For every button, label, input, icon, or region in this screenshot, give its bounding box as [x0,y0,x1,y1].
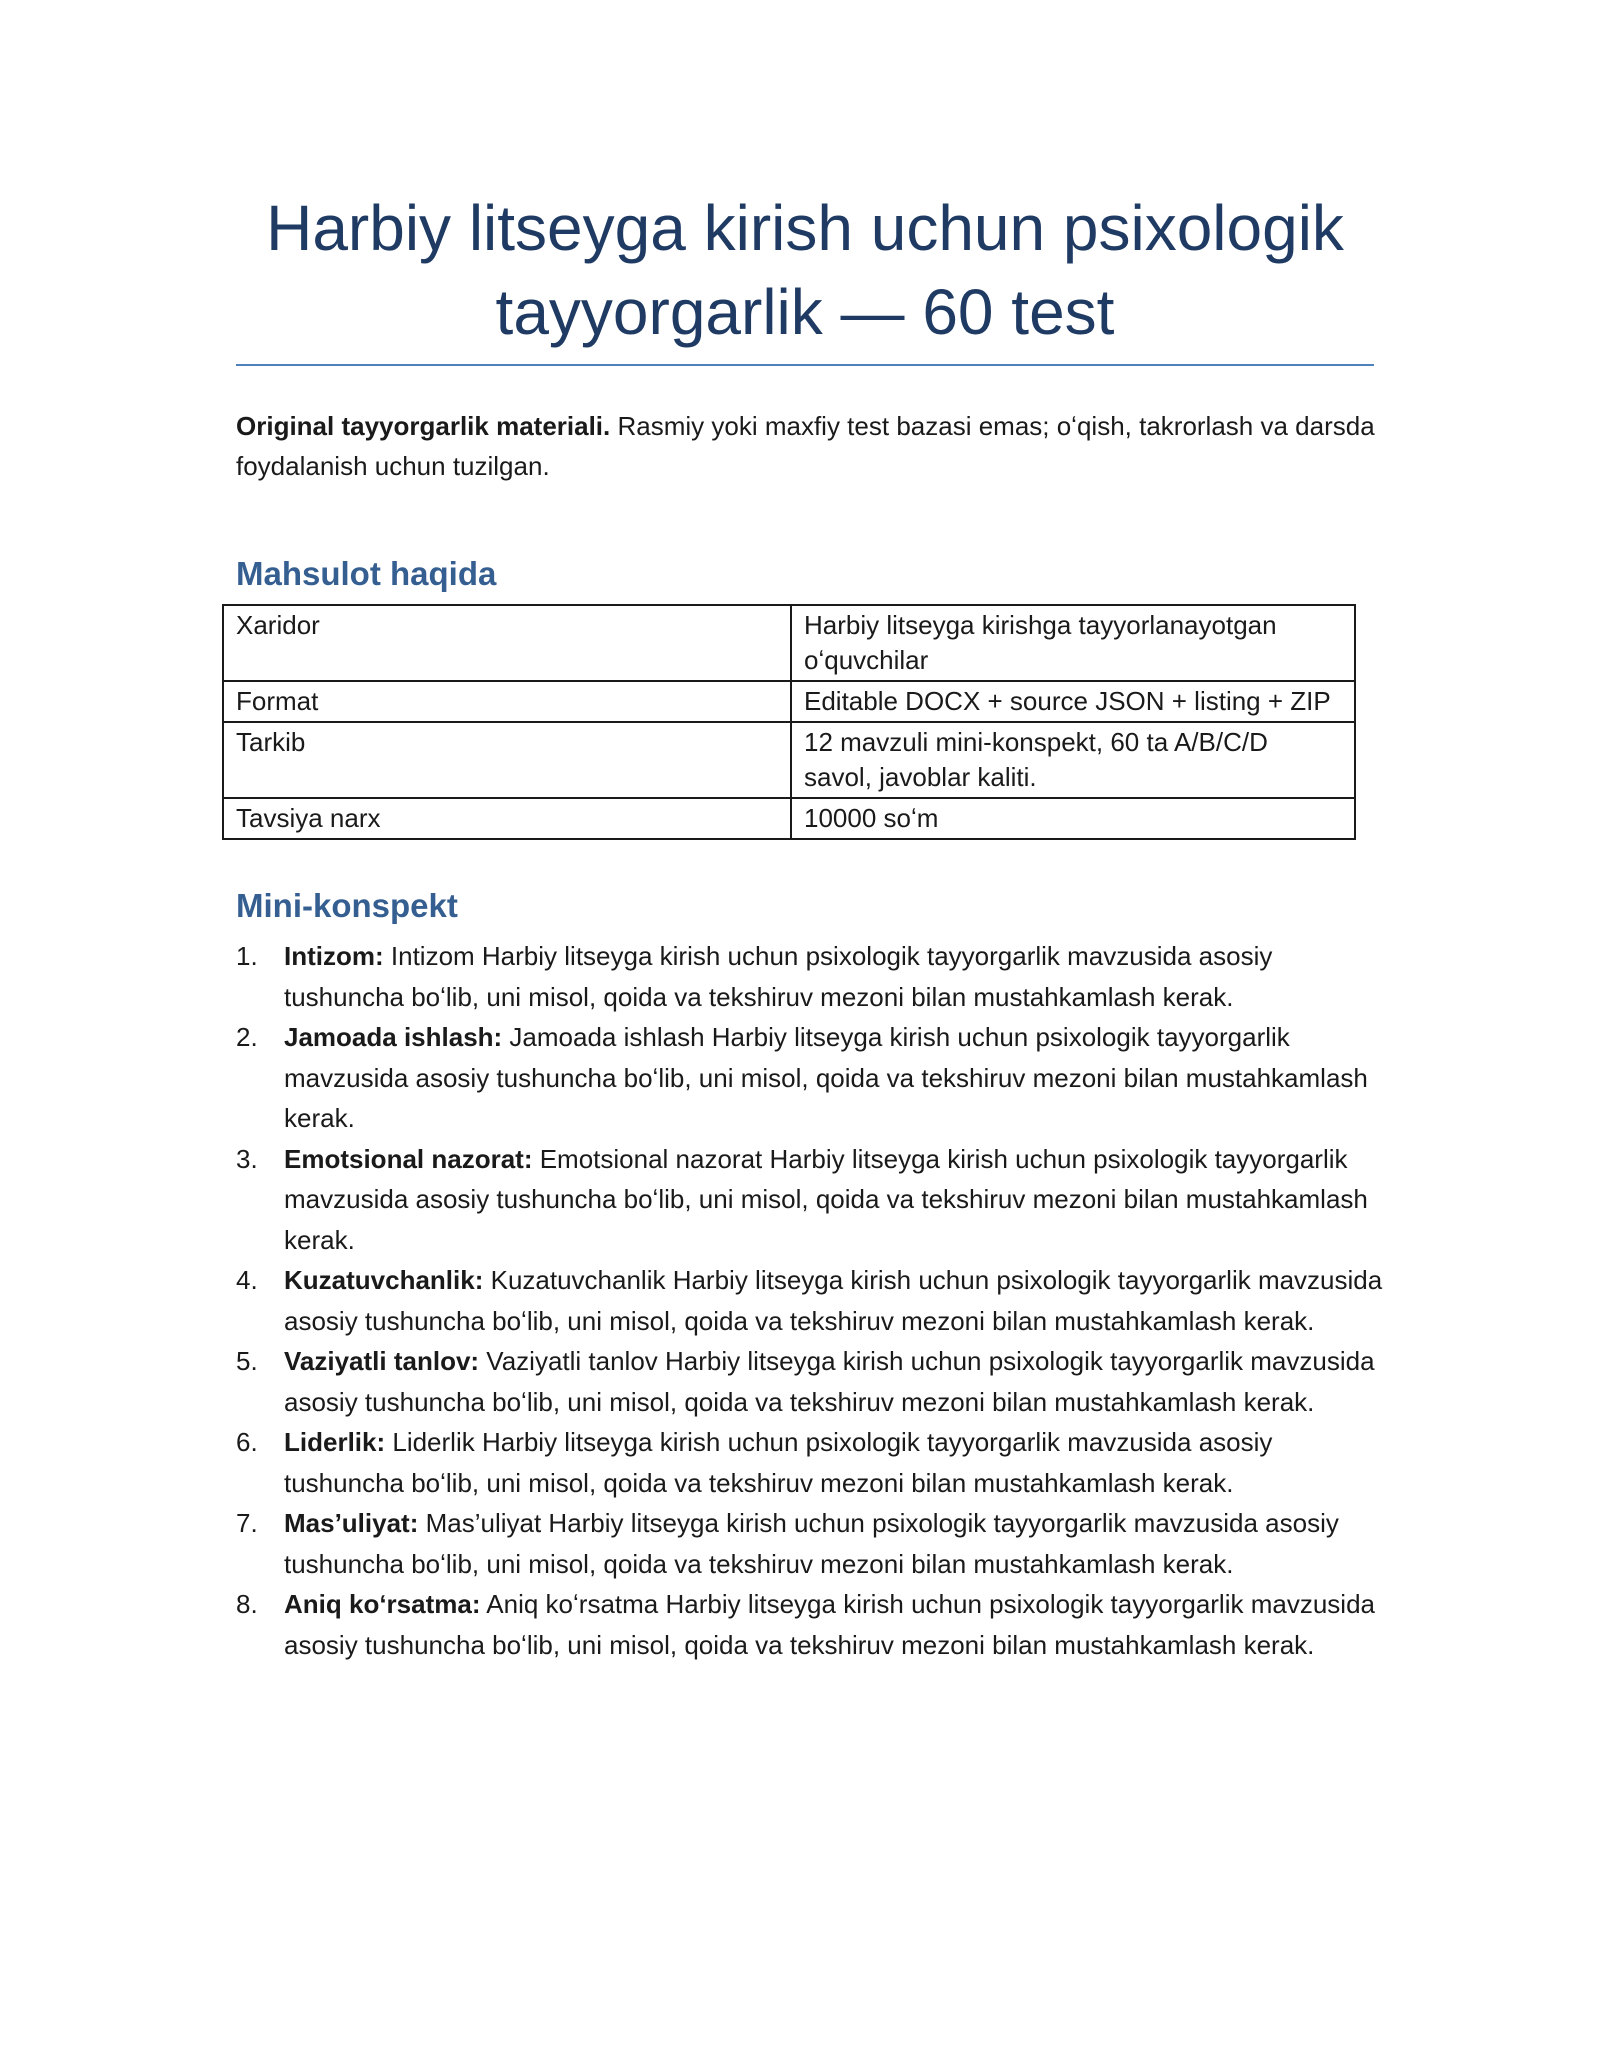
konspekt-heading: Mini-konspekt [236,887,458,924]
list-item-text: Kuzatuvchanlik Harbiy litseyga kirish uchun psixologik tayyorgarlik mavzusida asosiy tushuncha boʻlib, uni misol, qoida va tekshiruv mezoni bilan mustahkamlash kerak. [284,1265,1383,1336]
list-item [236,1260,1386,1341]
table-row [223,798,1355,839]
list-item [236,1503,1386,1584]
list-item-number: 6. [236,1427,258,1457]
list-item-term: Kuzatuvchanlik: [284,1265,484,1295]
list-item-text: Intizom Harbiy litseyga kirish uchun psixologik tayyorgarlik mavzusida asosiy tushuncha boʻlib, uni misol, qoida va tekshiruv mezoni bilan mustahkamlash kerak. [284,941,1273,1012]
list-item [236,936,1386,1017]
about-heading: Mahsulot haqida [236,555,497,592]
intro-paragraph [236,406,1376,486]
table-key-cell: Format [223,681,791,722]
list-item-number: 7. [236,1508,258,1538]
intro-bold-lead: Original tayyorgarlik materiali. [236,411,611,441]
list-item-term: Vaziyatli tanlov: [284,1346,480,1376]
table-value-cell: Editable DOCX + source JSON + listing + ZIP [791,681,1355,722]
list-item-text: Vaziyatli tanlov Harbiy litseyga kirish uchun psixologik tayyorgarlik mavzusida asosiy tushuncha boʻlib, uni misol, qoida va tekshiruv mezoni bilan mustahkamlash kerak. [284,1346,1375,1417]
product-info-table [222,604,1356,840]
list-item-text: Liderlik Harbiy litseyga kirish uchun psixologik tayyorgarlik mavzusida asosiy tushuncha boʻlib, uni misol, qoida va tekshiruv mezoni bilan mustahkamlash kerak. [284,1427,1273,1498]
table-value-cell: Harbiy litseyga kirishga tayyorlanayotgan oʻquvchilar [791,605,1355,681]
list-item-number: 3. [236,1143,258,1174]
list-item-text: Jamoada ishlash Harbiy litseyga kirish uchun psixologik tayyorgarlik mavzusida asosiy tushuncha boʻlib, uni misol, qoida va tekshiruv mezoni bilan mustahkamlash kerak. [284,1022,1368,1133]
table-row [223,605,1355,681]
list-item-number: 2. [236,1022,258,1052]
list-item [236,1584,1386,1665]
list-item [236,1017,1386,1139]
list-item-term: Intizom: [284,941,384,971]
list-item-term: Liderlik: [284,1427,386,1457]
list-item-text: Emotsional nazorat Harbiy litseyga kirish uchun psixologik tayyorgarlik mavzusida asosiy tushuncha boʻlib, uni misol, qoida va tekshiruv mezoni bilan mustahkamlash kerak. [284,1143,1368,1255]
list-item-number: 1. [236,941,258,971]
table-key-cell: Tavsiya narx [223,798,791,839]
table-value-cell: 12 mavzuli mini-konspekt, 60 ta A/B/C/D savol, javoblar kaliti. [791,722,1355,798]
table-key-cell: Tarkib [223,722,791,798]
list-item-term: Emotsional nazorat: [284,1143,533,1174]
list-item-number: 5. [236,1346,258,1376]
list-item [236,1341,1386,1422]
list-item-term: Jamoada ishlash: [284,1022,503,1052]
list-item-number: 8. [236,1589,258,1619]
list-item-text: Aniq koʻrsatma Harbiy litseyga kirish uchun psixologik tayyorgarlik mavzusida asosiy tushuncha boʻlib, uni misol, qoida va tekshiruv mezoni bilan mustahkamlash kerak. [284,1589,1375,1660]
list-item [236,1139,1386,1261]
list-item-term: Aniq koʻrsatma: [284,1589,481,1619]
list-item-term: Mas’uliyat: [284,1508,419,1538]
table-value-cell: 10000 soʻm [791,798,1355,839]
intro-text: Rasmiy yoki maxfiy test bazasi emas; oʻqish, takrorlash va darsda foydalanish uchun tuzilgan. [236,411,1375,481]
list-item-number: 4. [236,1265,258,1295]
list-item [236,1422,1386,1503]
table-key-cell: Xaridor [223,605,791,681]
table-row [223,722,1355,798]
konspekt-list [236,936,1386,1665]
title-divider [236,364,1374,366]
page-title: Harbiy litseyga kirish uchun psixologik tayyorgarlik — 60 test [266,192,1344,348]
list-item-text: Mas’uliyat Harbiy litseyga kirish uchun psixologik tayyorgarlik mavzusida asosiy tushuncha boʻlib, uni misol, qoida va tekshiruv mezoni bilan mustahkamlash kerak. [284,1508,1339,1579]
table-row [223,681,1355,722]
